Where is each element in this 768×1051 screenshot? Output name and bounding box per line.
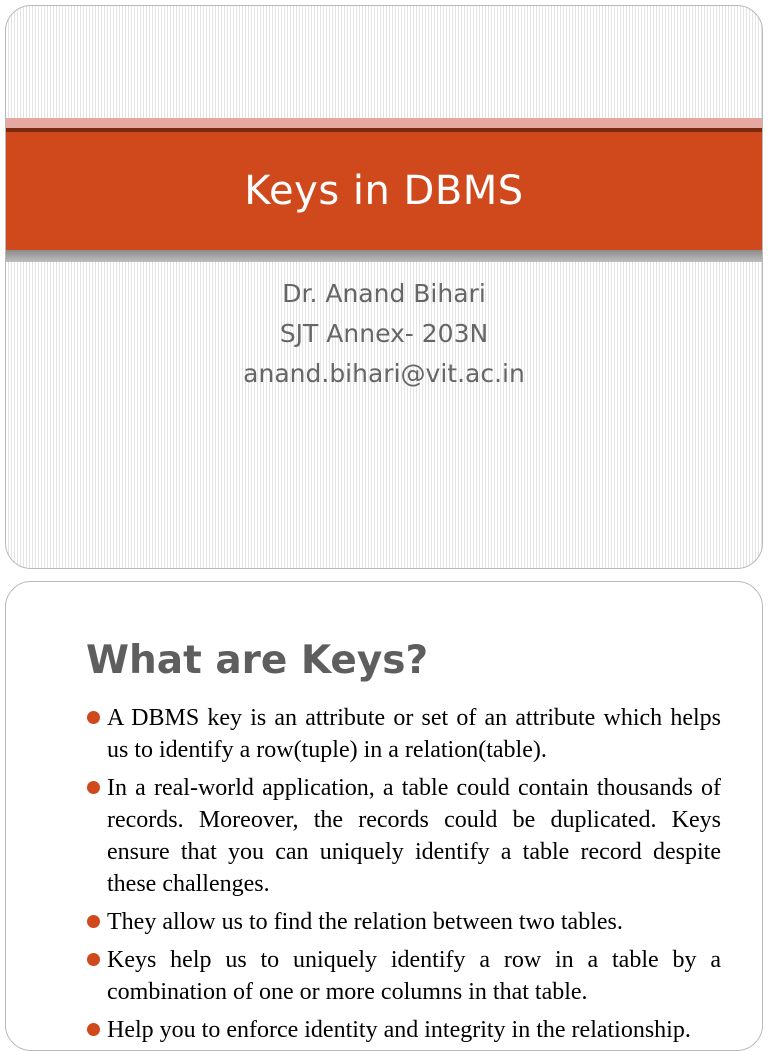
list-item [86, 1014, 721, 1046]
bullet-dot-icon [87, 781, 100, 794]
list-item [86, 772, 721, 900]
content-slide [5, 581, 763, 1051]
bullet-text: Keys help us to uniquely identify a row in a table by a combination of one or more columns in that table. [107, 947, 721, 1005]
title-slide [5, 5, 763, 569]
bullet-dot-icon [87, 953, 100, 966]
slide-heading: What are Keys? [86, 638, 429, 683]
bullet-text: They allow us to find the relation between two tables. [107, 909, 623, 935]
list-item [86, 906, 721, 938]
subtitle-block [6, 274, 762, 394]
bullet-text: In a real-world application, a table could contain thousands of records. Moreover, the records could be duplicated. Keys ensure that you can uniquely identify a table record despite these challenges. [107, 775, 721, 897]
bullet-dot-icon [87, 711, 100, 724]
list-item [86, 702, 721, 766]
bullet-text: Help you to enforce identity and integrity in the relationship. [107, 1017, 691, 1043]
bullet-dot-icon [87, 1023, 100, 1036]
office-location: SJT Annex- 203N [279, 319, 489, 348]
bullet-dot-icon [87, 915, 100, 928]
bullet-list [86, 702, 721, 1051]
author-email: anand.bihari@vit.ac.in [243, 359, 525, 388]
title-band [6, 128, 762, 250]
author-name: Dr. Anand Bihari [282, 279, 486, 308]
title-band-shadow [6, 250, 762, 262]
title-band-highlight [6, 118, 762, 128]
slide-title: Keys in DBMS [244, 168, 524, 214]
bullet-text: A DBMS key is an attribute or set of an attribute which helps us to identify a row(tuple) in a relation(table). [107, 705, 721, 763]
list-item [86, 944, 721, 1008]
